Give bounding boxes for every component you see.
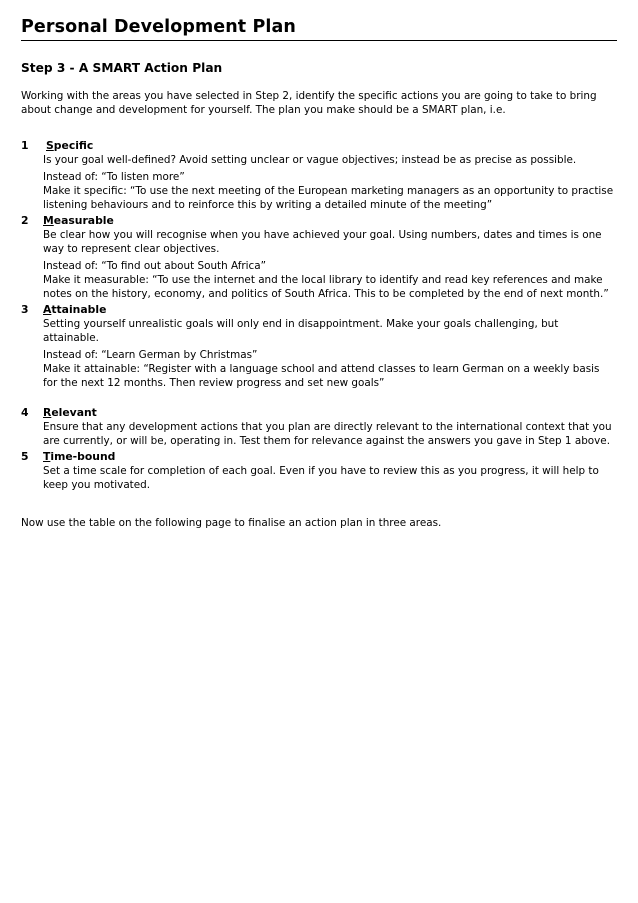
item-description: Setting yourself unrealistic goals will only end in disappointment. Make your goals challenging, but attainable. xyxy=(43,318,559,344)
page-title: Personal Development Plan xyxy=(21,16,617,41)
item-number: 1 xyxy=(21,139,29,152)
item-instead-of: Instead of: “To listen more” xyxy=(43,171,185,183)
item-name-rest: elevant xyxy=(51,406,97,419)
item-name-rest: pecific xyxy=(53,139,94,152)
item-description: Is your goal well-defined? Avoid setting unclear or vague objectives; instead be as precise as possible. xyxy=(43,154,577,166)
closing-paragraph: Now use the table on the following page to finalise an action plan in three areas. xyxy=(21,517,442,529)
item-name-initial: M xyxy=(43,214,54,227)
item-name-rest: ime-bound xyxy=(50,450,116,463)
step-heading: Step 3 - A SMART Action Plan xyxy=(21,61,223,75)
item-name-initial: A xyxy=(43,303,52,316)
item-number: 2 xyxy=(21,214,29,227)
item-make-it: Make it measurable: “To use the internet and the local library to identify and read key references and make notes on the history, economy, and politics of South Africa. This to be completed by the end of next month.” xyxy=(43,274,609,300)
item-name xyxy=(43,214,617,228)
smart-item-attainable xyxy=(21,303,617,390)
item-description: Set a time scale for completion of each goal. Even if you have to review this as you progress, it will help to keep you motivated. xyxy=(43,465,599,491)
smart-item-relevant xyxy=(21,406,617,448)
item-number: 4 xyxy=(21,406,29,419)
item-instead-of: Instead of: “To find out about South Africa” xyxy=(43,260,267,272)
item-name xyxy=(43,450,617,464)
document-page xyxy=(21,16,617,530)
item-name-initial: T xyxy=(43,450,51,463)
item-name-initial: S xyxy=(46,139,54,152)
item-number: 5 xyxy=(21,450,29,463)
smart-item-specific xyxy=(21,139,617,212)
item-name-rest: easurable xyxy=(53,214,114,227)
item-instead-of: Instead of: “Learn German by Christmas” xyxy=(43,349,258,361)
smart-item-time-bound xyxy=(21,450,617,492)
item-make-it: Make it attainable: “Register with a language school and attend classes to learn German on a weekly basis for the next 12 months. Then review progress and set new goals” xyxy=(43,363,600,389)
item-description: Ensure that any development actions that you plan are directly relevant to the international context that you are currently, or will be, operating in. Test them for relevance against the answers you gave in Step 1 above. xyxy=(43,421,612,447)
item-name xyxy=(43,139,617,153)
smart-list xyxy=(21,139,617,492)
intro-paragraph: Working with the areas you have selected in Step 2, identify the specific actions you are going to take to bring about change and development for yourself. The plan you make should be a SMART plan, i.e. xyxy=(21,90,597,116)
item-name xyxy=(43,303,617,317)
item-name-initial: R xyxy=(43,406,52,419)
item-name-rest: ttainable xyxy=(51,303,107,316)
smart-item-measurable xyxy=(21,214,617,301)
item-number: 3 xyxy=(21,303,29,316)
item-name xyxy=(43,406,617,420)
item-description: Be clear how you will recognise when you have achieved your goal. Using numbers, dates and times is one way to represent clear objectives. xyxy=(43,229,602,255)
item-make-it: Make it specific: “To use the next meeting of the European marketing managers as an opportunity to practise listening behaviours and to reinforce this by writing a detailed minute of the meeting” xyxy=(43,185,614,211)
